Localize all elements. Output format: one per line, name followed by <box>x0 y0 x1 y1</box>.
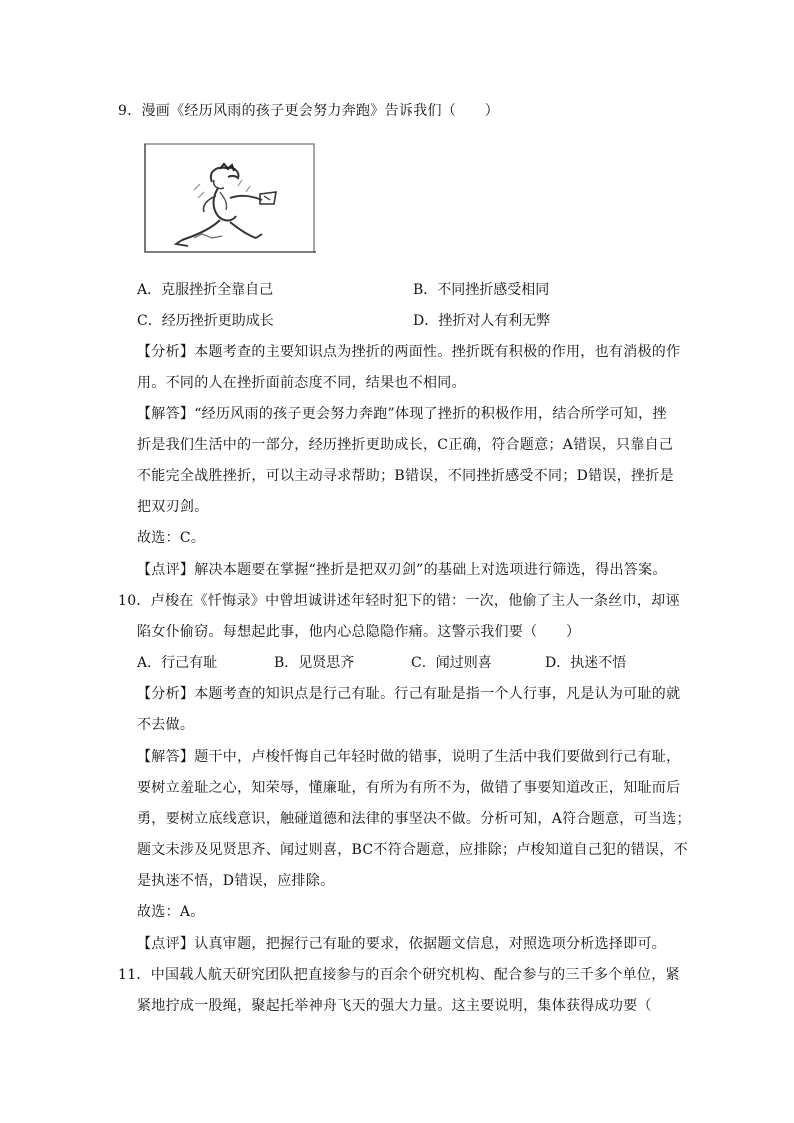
q10-stem-line-1: 10．卢梭在《忏悔录》中曾坦诚讲述年轻时犯下的错：一次，他偷了主人一条丝巾，却诬 <box>118 593 680 609</box>
q9-answer: 故选：C。 <box>137 530 206 546</box>
q10-analysis-line-1: 【分析】本题考查的知识点是行己有耻。行己有耻是指一个人行事，凡是认为可耻的就 <box>137 686 681 702</box>
q9-option-a: A．克服挫折全靠自己 <box>137 282 274 298</box>
q10-comment: 【点评】认真审题，把握行己有耻的要求，依据题文信息，对照选项分析选择即可。 <box>137 936 667 952</box>
q10-option-c: C．闻过则喜 <box>411 655 492 671</box>
q9-option-d: D．挫折对人有利无弊 <box>413 313 551 329</box>
q9-solution-line-4: 把双刃剑。 <box>137 499 209 515</box>
q11-stem-line-2: 紧地拧成一股绳，聚起托举神舟飞天的强大力量。这主要说明，集体获得成功要（ <box>137 998 652 1014</box>
q9-solution-line-2: 折是我们生活中的一部分，经历挫折更助成长，C正确，符合题意；A错误，只靠自己 <box>137 437 674 453</box>
q9-analysis-line-1: 【分析】本题考查的主要知识点为挫折的两面性。挫折既有积极的作用，也有消极的作 <box>137 344 681 360</box>
q10-solution-line-1: 【解答】题干中，卢梭忏悔自己年轻时做的错事，说明了生活中我们要做到行己有耻， <box>137 749 681 765</box>
q11-stem-line-1: 11．中国载人航天研究团队把直接参与的百余个研究机构、配合参与的三千多个单位，紧 <box>118 967 680 983</box>
q10-solution-line-5: 是执迷不悟，D错误，应排除。 <box>137 873 335 889</box>
q10-answer: 故选：A。 <box>137 904 205 920</box>
cartoon-running-child-image <box>142 142 318 256</box>
q10-solution-line-4: 题文未涉及见贤思齐、闻过则喜，BC不符合题意，应排除；卢梭知道自己犯的错误，不 <box>137 842 688 858</box>
q10-analysis-line-2: 不去做。 <box>137 717 195 733</box>
q9-option-c: C．经历挫折更助成长 <box>137 313 274 329</box>
q10-option-d: D．执迷不悟 <box>545 655 627 671</box>
q9-option-b: B．不同挫折感受相同 <box>413 282 550 298</box>
q9-comment: 【点评】解决本题要在掌握“挫折是把双刃剑”的基础上对选项进行筛选，得出答案。 <box>137 562 667 578</box>
q10-option-b: B．见贤思齐 <box>274 655 355 671</box>
q9-stem: 9．漫画《经历风雨的孩子更会努力奔跑》告诉我们（ ） <box>118 103 500 119</box>
q10-solution-line-2: 要树立羞耻之心，知荣辱，懂廉耻，有所为有所不为，做错了事要知道改正，知耻而后 <box>137 780 681 796</box>
q9-solution-line-1: 【解答】“经历风雨的孩子更会努力奔跑”体现了挫折的积极作用，结合所学可知，挫 <box>137 406 667 422</box>
q9-solution-line-3: 不能完全战胜挫折，可以主动寻求帮助；B错误，不同挫折感受不同；D错误，挫折是 <box>137 468 674 484</box>
q9-analysis-line-2: 用。不同的人在挫折面前态度不同，结果也不相同。 <box>137 375 466 391</box>
q10-solution-line-3: 勇，要树立底线意识，触碰道德和法律的事坚决不做。分析可知，A符合题意，可当选； <box>137 811 691 827</box>
q10-stem-line-2: 陷女仆偷窃。每想起此事，他内心总隐隐作痛。这警示我们要（ ） <box>137 624 581 640</box>
q10-option-a: A．行己有耻 <box>137 655 218 671</box>
